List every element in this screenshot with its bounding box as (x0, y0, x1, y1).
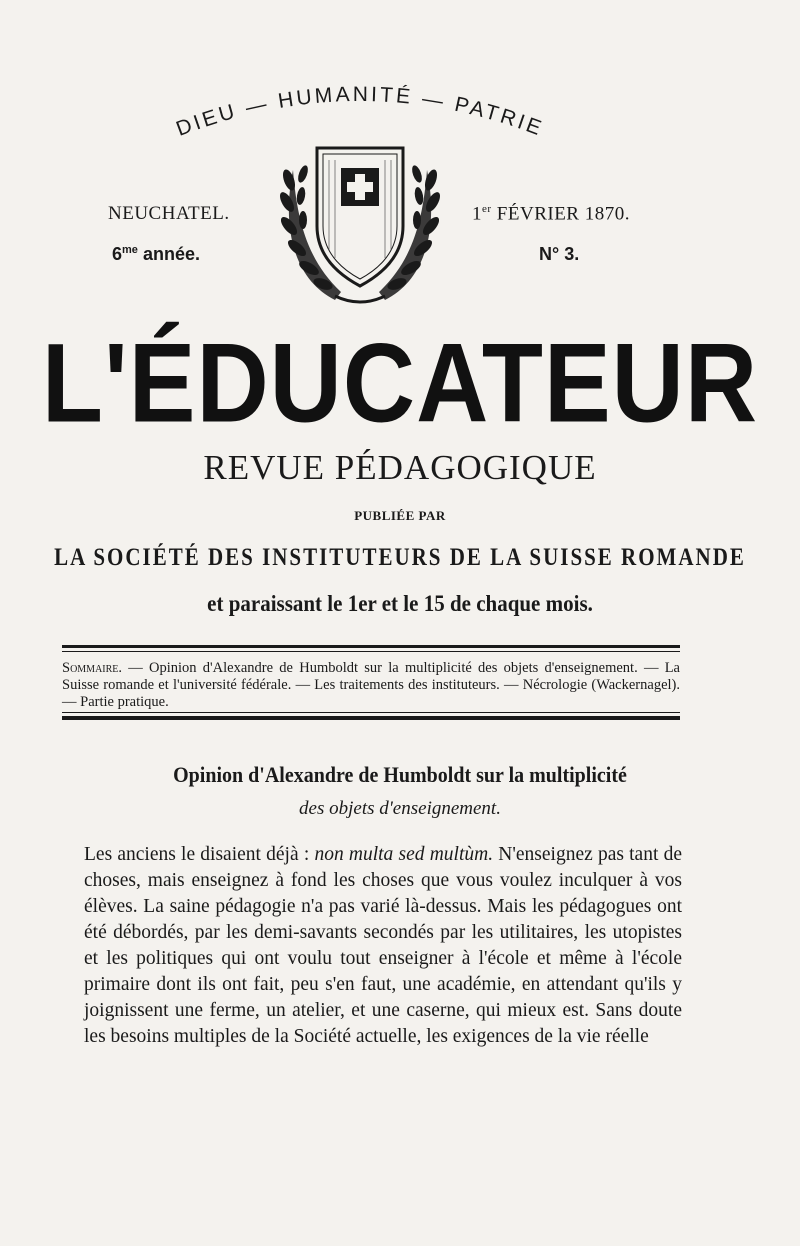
swiss-cross-shield-with-laurel-icon (275, 130, 445, 308)
motto-text: DIEU — HUMANITÉ — PATRIE (173, 82, 547, 141)
rule-bottom-thick (62, 716, 680, 720)
published-by: PUBLIÉE PAR (354, 508, 446, 523)
article-body (84, 842, 682, 1050)
article-subtitle: des objets d'enseignement. (299, 798, 501, 819)
publication-year: $6^{me}$ année. (112, 244, 200, 264)
journal-subtitle: REVUE PÉDAGOGIQUE (203, 448, 597, 487)
issue-date: 1er FÉVRIER 1870. (472, 203, 630, 225)
rule-top-thick (62, 645, 680, 648)
rule-top-thin (62, 651, 680, 652)
paragraph: Les anciens le disaient déjà : non multa sed multùm. N'enseignez pas tant de choses, mais enseignez à fond les choses que vous voulez inculquer à vos élèves. La saine pédagogie n'a pas varié là-dessus. Mais les pédagogues ont été débordés, par les demi-savants secondés par les utilitaires, les utopistes et les politiques qui ont voulu tout enseigner à l'école et même à l'école primaire dont ils ont fait, peu s'en faut, une académie, en attendant qu'ils y joignissent une ferme, un atelier, et une caserne, qui mieux est. Sans doute les besoins multiples de la Société actuelle, les exigences de la vie réelle (84, 844, 682, 1047)
publication-place: NEUCHATEL. (108, 203, 230, 224)
publisher-society: LA SOCIÉTÉ DES INSTITUTEURS DE LA SUISSE ROMANDE (54, 542, 746, 571)
article-title: Opinion d'Alexandre de Humboldt sur la multiplicité (173, 763, 627, 788)
journal-title: L'ÉDUCATEUR (41, 320, 759, 447)
rule-bottom-thin (62, 712, 680, 713)
table-of-contents: Sommaire. — Opinion d'Alexandre de Humboldt sur la multiplicité des objets d'enseignement. — La Suisse romande et l'université fédérale. — Les traitements des instituteurs. — Nécrologie (Wackernagel). — Partie pratique. (62, 660, 680, 710)
publication-frequency: et paraissant le 1er et le 15 de chaque mois. (207, 590, 593, 617)
issue-number: N° 3. (539, 244, 580, 264)
